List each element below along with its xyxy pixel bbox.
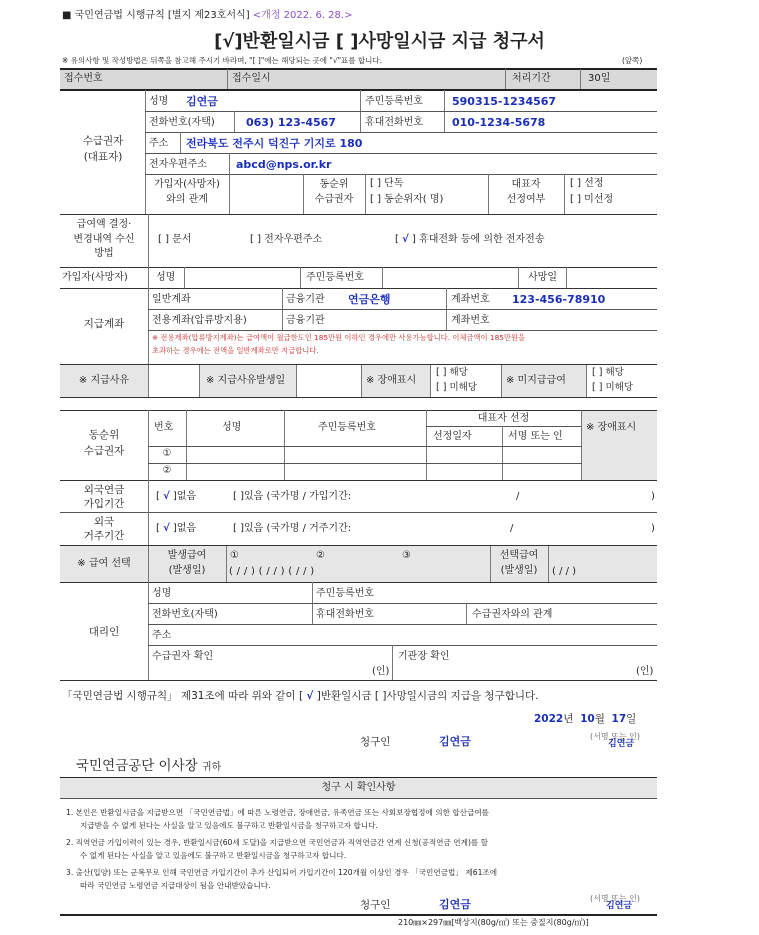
bank-value[interactable]: 연금은행 — [348, 293, 391, 306]
email-option[interactable]: [ ] 전자우편주소 — [250, 234, 323, 245]
disability-not-applicable[interactable]: [ ] 미해당 — [436, 382, 477, 393]
same-rank-section-label: 동순위 수급권자 — [83, 429, 125, 457]
account-section-label: 지급계좌 — [83, 318, 125, 330]
deceased-label: 가입자(사망자) — [62, 272, 128, 283]
claimant-mobile-label: 휴대전화번호 — [365, 117, 423, 128]
notification-label: 급여액 결정· 변경내역 수신 방법 — [73, 219, 135, 259]
mobile-check: √ — [402, 234, 409, 245]
agent-section-label: 대리인 — [88, 626, 120, 638]
col-rrn: 주민등록번호 — [318, 422, 376, 433]
col-rep-date: 선정일자 — [433, 431, 472, 442]
confirm-item-1a: 1. 본인은 반환일시금을 지급받으면 「국민연금법」에 따른 노령연금, 장애연금, 유족연금 또는 사회보장협정에 의한 합산급여를 — [66, 808, 489, 817]
acct-label: 계좌번호 — [451, 294, 490, 305]
acct-value[interactable]: 123-456-78910 — [512, 293, 606, 306]
claimant-rrn-label: 주민등록번호 — [365, 96, 423, 107]
benefit-selection-label: ※ 급여 선택 — [77, 558, 131, 569]
confirm-item-2a: 2. 직역연금 가입이력이 있는 경우, 반환일시금(60세 도달)을 지급받으면 국민연금과 직역연금간 연계 신청(공적연금 연계)를 할 — [66, 838, 488, 847]
confirm-item-3a: 3. 출산(입양) 또는 군복무로 인해 국민연금 가입기간이 추가 산입되어 가입기간이 120개월 이상인 경우 「국민연금법」 제61조에 — [66, 868, 498, 877]
confirm-signature[interactable]: 김연금 — [606, 901, 633, 911]
agent-name-label: 성명 — [152, 588, 172, 599]
deceased-name-label: 성명 — [156, 272, 176, 283]
acct-label-2: 계좌번호 — [451, 315, 490, 326]
claimant-name-label: 성명 — [149, 96, 169, 107]
same-rank-option[interactable]: [ ] 동순위자( 명) — [370, 194, 444, 205]
confirm-claimant-label: 청구인 — [360, 899, 391, 911]
receipt-row — [60, 69, 657, 89]
col-disability: ※ 장애표시 — [586, 422, 637, 433]
death-date-label: 사망일 — [528, 272, 557, 283]
general-account-label: 일반계좌 — [152, 294, 191, 305]
confirm-item-3b: 따라 국민연금 노령연금 지급대상이 됨을 안내받았습니다. — [80, 881, 271, 890]
foreign-pension-label: 외국연금 가입기간 — [83, 484, 125, 511]
confirm-seal: (인) — [372, 666, 390, 677]
declaration-claimant-name[interactable]: 김연금 — [439, 735, 471, 748]
disability-label: ※ 장애표시 — [366, 375, 417, 386]
period-label: 처리기간 — [512, 73, 551, 84]
foreign-residence-slash: / — [510, 523, 514, 534]
rep-unselected-option[interactable]: [ ] 미선정 — [570, 194, 614, 205]
rep-selected-option[interactable]: [ ] 선정 — [570, 178, 604, 189]
reason-date-label: ※ 지급사유발생일 — [206, 375, 286, 386]
claimant-address-value[interactable]: 전라북도 전주시 덕진구 기지로 180 — [186, 137, 363, 150]
agent-mobile-label: 휴대전화번호 — [316, 609, 374, 620]
disability-applicable[interactable]: [ ] 해당 — [436, 367, 468, 378]
unpaid-not-applicable[interactable]: [ ] 미해당 — [592, 382, 633, 393]
col-rep: 대표자 선정 — [477, 413, 530, 424]
declaration-claimant-label: 청구인 — [360, 736, 391, 748]
head-confirm-seal: (인) — [636, 666, 654, 677]
declaration-signature[interactable]: 김연금 — [608, 739, 635, 749]
confirm-item-1b: 지급받을 수 없게 된다는 사실을 알고 있음에도 불구하고 반환일시금을 청구하고자 합니다. — [80, 821, 378, 830]
occurred-c3: ③ — [402, 550, 411, 561]
deceased-rrn-label: 주민등록번호 — [306, 272, 364, 283]
claimant-address-label: 주소 — [149, 138, 169, 149]
receipt-number-label: 접수번호 — [64, 73, 103, 84]
claimant-mobile-value[interactable]: 010-1234-5678 — [452, 116, 546, 129]
relation-label: 가입자(사망자) 와의 관계 — [154, 179, 220, 205]
declaration-sign-label: (서명 또는 인) — [590, 732, 640, 741]
occurred-label: 발생급여 (발생일) — [167, 550, 207, 576]
occurred-dates[interactable]: ( / / ) ( / / ) ( / / ) — [229, 566, 315, 577]
regulation-ref: ■ 국민연금법 시행규칙 [별지 제23호서식] <개정 2022. 6. 28.> — [62, 10, 353, 21]
confirm-claimant-name[interactable]: 김연금 — [439, 898, 471, 911]
row-1-no: ① — [162, 448, 172, 459]
claimant-phone-label: 전화번호(자택) — [149, 117, 215, 128]
foreign-pension-close: ) — [651, 491, 655, 502]
account-note-1: ※ 전용계좌(압류방지계좌)는 급여액이 월급한도인 185만원 이하인 경우에만 사용가능합니다. 이체금액이 185만원을 — [152, 333, 526, 342]
dedicated-account-label: 전용계좌(압류방지용) — [152, 315, 247, 326]
declaration-text: 「국민연금법 시행규칙」 제31조에 따라 위와 같이 [ √ ]반환일시금 [ ]사망일시금의 지급을 청구합니다. — [62, 690, 539, 702]
foreign-pension-slash: / — [516, 491, 520, 502]
claimant-section-label: 수급권자 (대표자) — [82, 135, 124, 163]
agent-phone-label: 전화번호(자택) — [152, 609, 218, 620]
notice-text: ※ 유의사항 및 작성방법은 뒤쪽을 참고해 주시기 바라며, "[ ]"에는 해당되는 곳에 "√"표를 합니다. — [62, 56, 383, 65]
col-rep-sign: 서명 또는 인 — [508, 431, 563, 442]
confirm-item-2b: 수 없게 된다는 사실을 알고 있음에도 불구하고 반환일시금을 청구하고자 합니다. — [80, 851, 347, 860]
foreign-pension-exists[interactable]: [ ]있음 (국가명 / 가입기간: — [233, 491, 352, 502]
bank-label-2: 금융기관 — [286, 315, 325, 326]
account-note-2: 초과하는 경우에는 전액을 일반계좌로만 지급합니다. — [152, 346, 319, 355]
revision-note: <개정 2022. 6. 28.> — [252, 10, 353, 21]
rep-select-label: 대표자 선정여부 — [506, 179, 546, 205]
declaration-check: √ — [306, 690, 314, 702]
foreign-residence-close: ) — [651, 523, 655, 534]
single-option[interactable]: [ ] 단독 — [370, 178, 404, 189]
foreign-residence-none[interactable]: [ √ ]없음 — [156, 523, 197, 534]
recipient: 국민연금공단 이사장 귀하 — [76, 758, 222, 774]
doc-option[interactable]: [ ] 문서 — [158, 234, 192, 245]
occurred-c1: ① — [230, 550, 239, 561]
bank-label: 금융기관 — [286, 294, 325, 305]
reason-label: ※ 지급사유 — [78, 375, 130, 386]
agent-address-label: 주소 — [152, 630, 172, 641]
claimant-email-value[interactable]: abcd@nps.or.kr — [236, 158, 332, 171]
agent-relation-label: 수급권자와의 관계 — [472, 609, 553, 620]
declaration-date[interactable]: 2022년 10월 17일 — [534, 713, 637, 725]
receipt-date-label: 접수일시 — [232, 73, 271, 84]
foreign-residence-exists[interactable]: [ ]있음 (국가명 / 거주기간: — [233, 523, 352, 534]
head-confirm-label: 기관장 확인 — [398, 651, 450, 662]
unpaid-label: ※ 미지급급여 — [506, 375, 566, 386]
paper-spec: 210㎜×297㎜[백상지(80g/㎡) 또는 중질지(80g/㎡)] — [398, 918, 589, 927]
confirmation-title: 청구 시 확인사항 — [321, 782, 396, 793]
col-name: 성명 — [222, 422, 242, 433]
selected-label: 선택급여 (발생일) — [499, 550, 539, 576]
foreign-pension-none[interactable]: [ √ ]없음 — [156, 491, 197, 502]
same-rank-label: 동순위 수급권자 — [314, 179, 354, 205]
unpaid-applicable[interactable]: [ ] 해당 — [592, 367, 624, 378]
mobile-option[interactable]: [ √ ] 휴대전화 등에 의한 전자전송 — [395, 234, 545, 245]
claimant-phone-value[interactable]: 063) 123-4567 — [246, 116, 336, 129]
col-no: 번호 — [154, 422, 174, 433]
claimant-rrn-value[interactable]: 590315-1234567 — [452, 95, 557, 108]
occurred-c2: ② — [316, 550, 325, 561]
page-side: (앞쪽) — [622, 56, 643, 65]
claimant-name-value[interactable]: 김연금 — [186, 95, 218, 108]
selected-date[interactable]: ( / / ) — [552, 566, 577, 577]
agent-rrn-label: 주민등록번호 — [316, 588, 374, 599]
foreign-residence-label: 외국 거주기간 — [83, 516, 125, 543]
row-2-no: ② — [162, 465, 172, 476]
period-value: 30일 — [588, 73, 611, 84]
claimant-email-label: 전자우편주소 — [149, 159, 207, 170]
form-title: [√]반환일시금 [ ]사망일시금 지급 청구서 — [214, 31, 545, 52]
confirm-sign-label: (서명 또는 인) — [590, 894, 640, 903]
claimant-confirm-label: 수급권자 확인 — [152, 651, 214, 662]
